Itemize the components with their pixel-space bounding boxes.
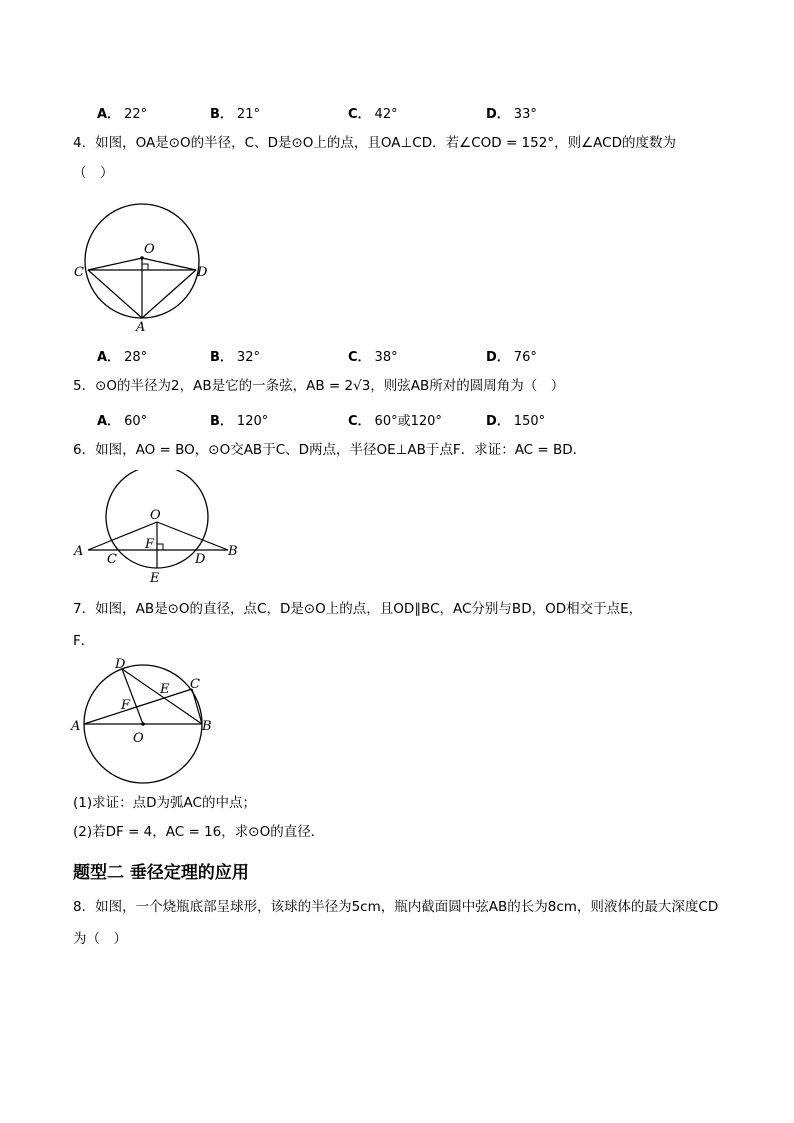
q7-label-a: A [71,719,81,734]
q6-label-b: B [228,544,238,559]
q3-option-d: D． 33° [486,107,537,122]
q4-option-a: A． 28° [97,350,148,365]
q4-answer-paren: （ ） [73,165,114,181]
q7-label-c: C [190,677,200,692]
q4-label-a: A [136,320,146,335]
q4-option-b: B． 32° [210,350,260,365]
q7-label-o: O [133,731,144,746]
q7-center-dot [141,722,145,726]
q6-question-text: 6．如图，AO = BO，⊙O交AB于C、D两点，半径OE⊥AB于点F．求证：AC = BD． [73,442,587,458]
q7-subquestion-1: (1)求证：点D为弧AC的中点； [73,795,256,811]
q3-option-b: B． 21° [210,107,260,122]
q4-segment-oc [88,258,142,270]
q6-label-o: O [150,508,161,523]
q6-label-f: F [145,537,155,552]
q5-option-c: C． 60°或120° [348,414,442,429]
q4-question-text: 4．如图，OA是⊙O的半径，C、D是⊙O上的点，且OA⊥CD．若∠COD = 152°，则∠ACD的度数为 [73,135,676,151]
q5-option-b: B． 120° [210,414,269,429]
q4-right-angle-mark [142,264,148,270]
q6-label-e: E [150,571,160,586]
q7-question-line1: 7．如图，AB是⊙O的直径，点C，D是⊙O上的点，且OD∥BC，AC分别与BD，OD相交于点E， [73,601,643,617]
q3-option-a: A． 22° [97,107,148,122]
q5-option-d: D． 150° [486,414,546,429]
q8-question-line2: 为（ ） [73,931,127,947]
q8-question-line1: 8．如图，一个烧瓶底部呈球形，该球的半径为5cm，瓶内截面圆中弦AB的长为8cm，则液体的最大深度CD [73,899,719,915]
q7-label-f: F [121,698,131,713]
q4-option-c: C． 38° [348,350,398,365]
q7-figure [68,652,228,792]
q4-label-d: D [197,265,208,280]
q7-label-b: B [202,719,212,734]
q6-label-d: D [195,552,206,567]
q7-label-e: E [160,682,170,697]
q4-segment-od [142,258,196,270]
section-heading: 题型二 垂径定理的应用 [73,863,249,883]
q4-option-d: D． 76° [486,350,537,365]
q6-label-a: A [74,544,84,559]
q6-right-angle-mark [157,544,163,550]
q7-subquestion-2: (2)若DF = 4，AC = 16，求⊙O的直径． [73,824,325,840]
q6-segment-ob [157,522,228,550]
q6-label-c: C [107,552,117,567]
q7-segment-od [122,669,143,724]
q4-label-o: O [144,242,155,257]
q4-label-c: C [74,265,84,280]
q4-figure [70,190,220,335]
q5-question-text: 5．⊙O的半径为2，AB是它的一条弦，AB = 2√3，则弦AB所对的圆周角为（ ） [73,378,565,394]
q3-option-c: C． 42° [348,107,398,122]
q6-figure [70,470,250,590]
q7-question-line2: F． [73,633,95,649]
q5-option-a: A． 60° [97,414,148,429]
q7-label-d: D [115,657,126,672]
